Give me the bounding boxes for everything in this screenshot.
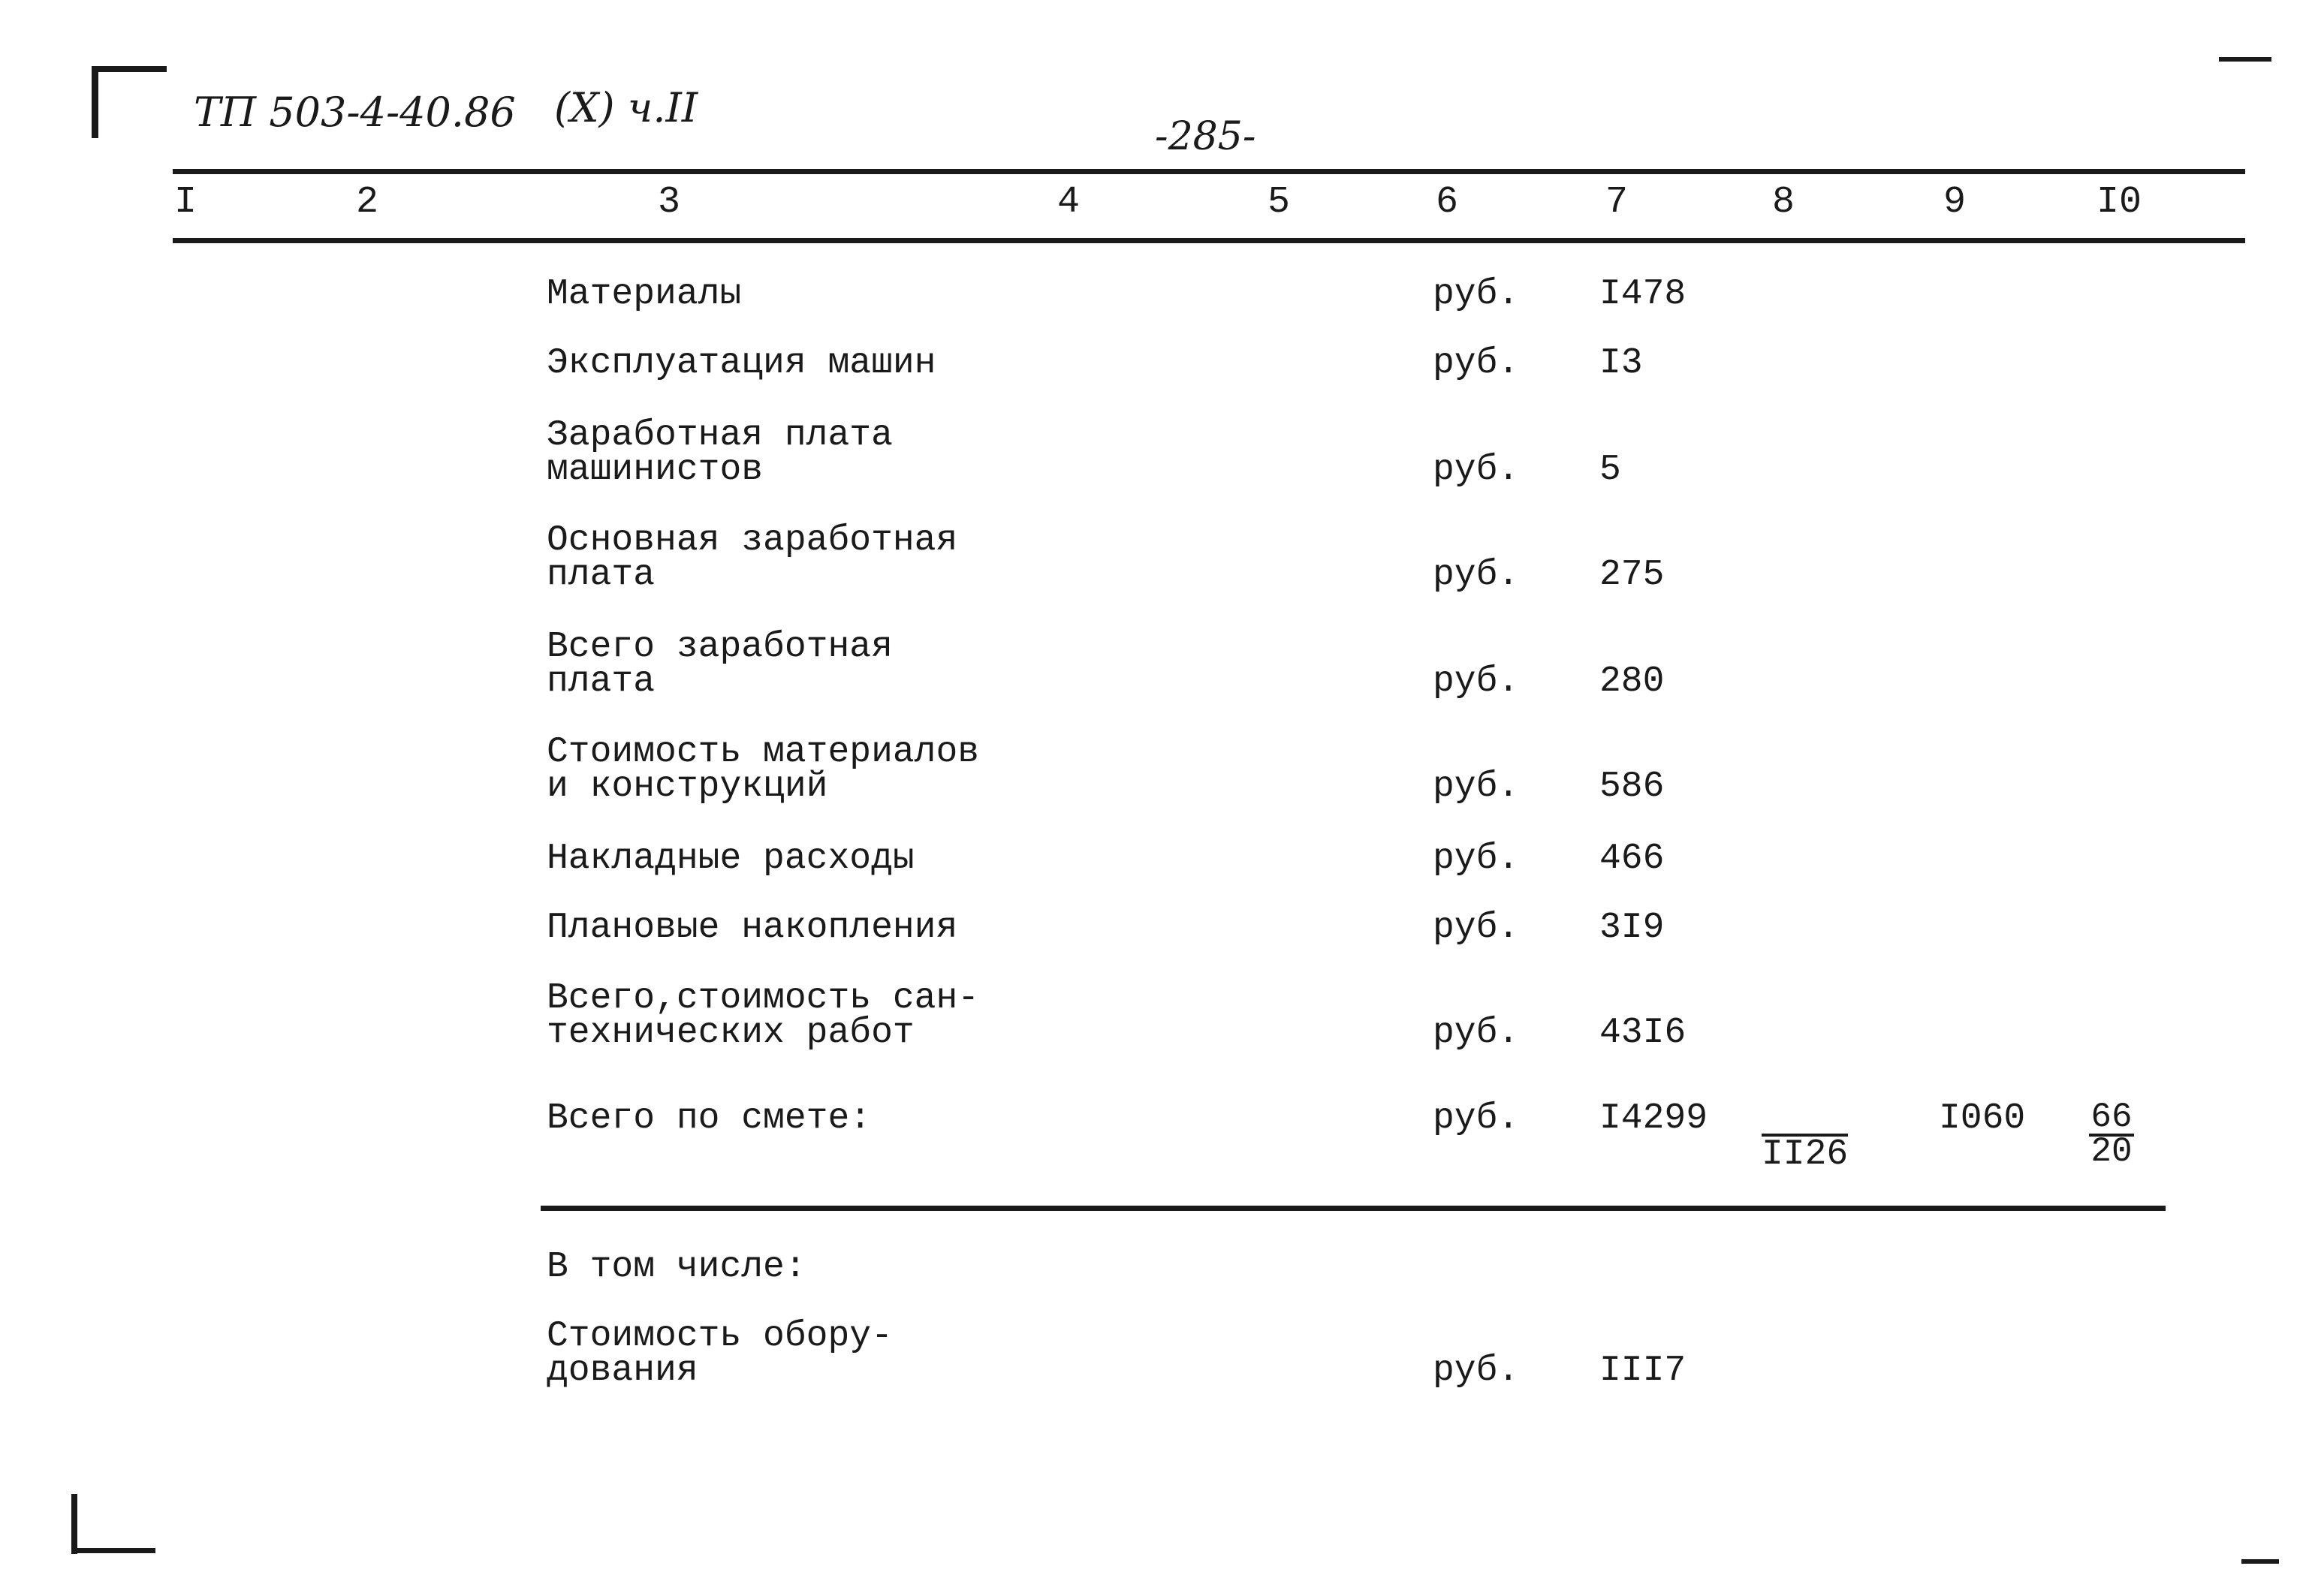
row-value: 3I9 xyxy=(1599,908,1665,948)
column-number-10: I0 xyxy=(2097,181,2142,224)
column-number-5: 5 xyxy=(1268,181,1291,224)
row-value: 5 xyxy=(1599,450,1621,490)
column-number-3: 3 xyxy=(658,181,681,224)
row-value: 275 xyxy=(1599,555,1665,595)
including-value: III7 xyxy=(1599,1351,1687,1391)
column-number-2: 2 xyxy=(356,181,379,224)
row-label-line-2: технических работ xyxy=(547,1013,915,1053)
corner-mark-top-left-horizontal xyxy=(92,66,167,72)
column-number-7: 7 xyxy=(1605,181,1629,224)
row-label-line-2: плата xyxy=(547,661,656,702)
including-unit: руб. xyxy=(1433,1351,1520,1391)
including-heading: В том числе: xyxy=(547,1247,806,1287)
total-unit: руб. xyxy=(1433,1098,1520,1139)
total-col9: I060 xyxy=(1939,1098,2026,1139)
row-value: 43I6 xyxy=(1599,1013,1687,1053)
total-label: Всего по смете: xyxy=(547,1098,872,1139)
total-col10-fraction xyxy=(2089,1098,2134,1171)
corner-mark-bottom-right xyxy=(2241,1559,2279,1564)
row-label: Плановые накопления xyxy=(547,908,958,948)
row-unit: руб. xyxy=(1433,1013,1520,1053)
row-label-line-2: плата xyxy=(547,555,656,595)
corner-mark-top-left-vertical xyxy=(92,66,98,138)
row-value: 280 xyxy=(1599,661,1665,702)
column-number-9: 9 xyxy=(1943,181,1967,224)
row-label: Эксплуатация машин xyxy=(547,343,936,384)
total-col10-numerator: 66 xyxy=(2089,1101,2134,1137)
total-col7: I4299 xyxy=(1599,1098,1708,1139)
row-unit: руб. xyxy=(1433,274,1520,315)
row-unit: руб. xyxy=(1433,908,1520,948)
row-label-line-1: Основная заработная xyxy=(547,520,958,561)
row-label-line-1: Заработная плата xyxy=(547,415,893,456)
row-unit: руб. xyxy=(1433,839,1520,879)
row-label-line-1: Всего,стоимость сан- xyxy=(547,978,980,1019)
row-value: 466 xyxy=(1599,839,1665,879)
total-col10-denominator: 20 xyxy=(2090,1132,2133,1171)
column-number-6: 6 xyxy=(1436,181,1459,224)
row-unit: руб. xyxy=(1433,766,1520,807)
table-top-rule xyxy=(173,169,2245,174)
row-label-line-2: машинистов xyxy=(547,450,764,490)
document-code: ТП 503-4-40.86 xyxy=(194,89,516,136)
row-value: I3 xyxy=(1599,343,1643,384)
corner-mark-top-right xyxy=(2219,57,2271,62)
row-value: 586 xyxy=(1599,766,1665,807)
total-underline xyxy=(541,1206,2166,1211)
row-label: Накладные расходы xyxy=(547,839,915,879)
row-label-line-1: Стоимость материалов xyxy=(547,732,980,772)
column-number-1: I xyxy=(174,181,197,224)
album-part: (X) ч.II xyxy=(554,84,698,131)
corner-mark-bottom-left-vertical xyxy=(71,1494,77,1554)
page-number: -285- xyxy=(1155,114,1256,159)
column-number-4: 4 xyxy=(1057,181,1081,224)
table-header-rule xyxy=(173,238,2245,243)
row-unit: руб. xyxy=(1433,343,1520,384)
row-label-line-2: и конструкций xyxy=(547,766,828,807)
row-unit: руб. xyxy=(1433,450,1520,490)
row-label-line-1: Всего заработная xyxy=(547,627,893,667)
row-value: I478 xyxy=(1599,274,1687,315)
row-unit: руб. xyxy=(1433,661,1520,702)
row-unit: руб. xyxy=(1433,555,1520,595)
column-number-8: 8 xyxy=(1772,181,1795,224)
corner-mark-bottom-left-horizontal xyxy=(71,1548,155,1553)
including-label-line-2: дования xyxy=(547,1351,698,1391)
total-col8: II26 xyxy=(1762,1134,1849,1175)
row-label: Материалы xyxy=(547,274,742,315)
including-label-line-1: Стоимость обору- xyxy=(547,1316,893,1357)
